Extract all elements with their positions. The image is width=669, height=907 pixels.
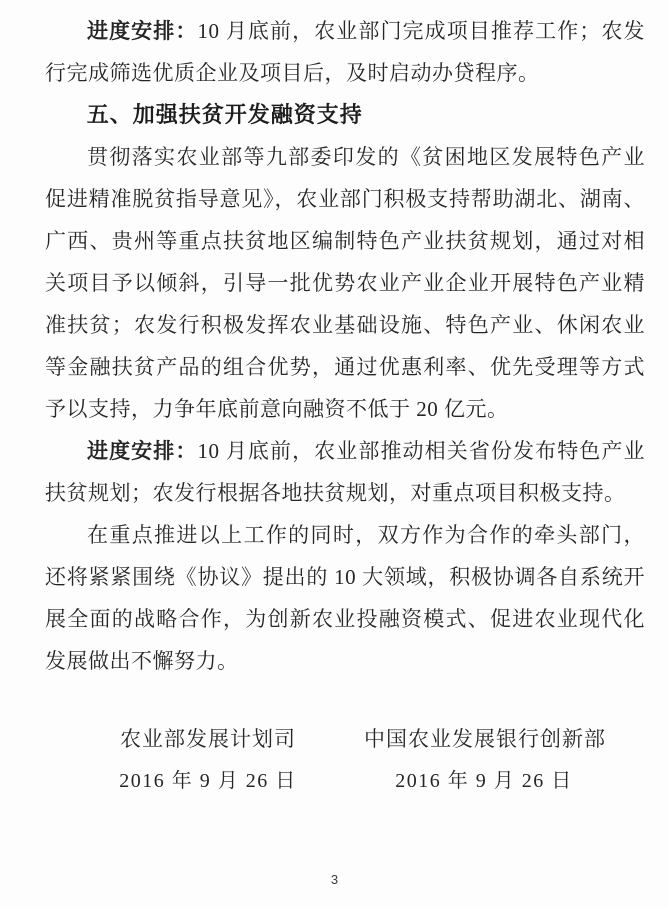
paragraph-text: 10 月底前，农业部门完成项目推荐工作；农发行完成筛选优质企业及项目后，及时启动办贷程序。 (45, 19, 645, 85)
signature-date: 2016 年 9 月 26 日 (119, 770, 297, 792)
signature-org-name: 农业部发展计划司 (120, 727, 296, 751)
signature-block (0, 718, 669, 802)
paragraph-schedule-1 (45, 10, 645, 94)
paragraph-text: 10 月底前，农业部推动相关省份发布特色产业扶贫规划；农发行根据各地扶贫规划，对重点项目积极支持。 (45, 439, 645, 505)
signature-left (112, 718, 304, 802)
document-content (45, 10, 645, 682)
signature-right (364, 718, 604, 802)
paragraph-closing: 在重点推进以上工作的同时，双方作为合作的牵头部门，还将紧紧围绕《协议》提出的 10 大领域，积极协调各自系统开展全面的战略合作，为创新农业投融资模式、促进农业现代化发展做出不懈努力。 (45, 523, 645, 673)
section-heading-5: 五、加强扶贫开发融资支持 (86, 102, 363, 127)
signature-date: 2016 年 9 月 26 日 (395, 770, 573, 792)
schedule-label: 进度安排： (87, 439, 198, 463)
schedule-label: 进度安排： (87, 19, 198, 43)
paragraph-schedule-2 (45, 430, 645, 514)
signature-org-name: 中国农业发展银行创新部 (364, 727, 606, 751)
paragraph-policy-body: 贯彻落实农业部等九部委印发的《贫困地区发展特色产业促进精准脱贫指导意见》，农业部门积极支持帮助湖北、湖南、广西、贵州等重点扶贫地区编制特色产业扶贫规划，通过对相关项目予以倾斜，引导一批优势农业产业企业开展特色产业精准扶贫；农发行积极发挥农业基础设施、特色产业、休闲农业等金融扶贫产品的组合优势，通过优惠利率、优先受理等方式予以支持，力争年底前意向融资不低于 20 亿元。 (45, 145, 645, 421)
page-number: 3 (330, 872, 339, 887)
